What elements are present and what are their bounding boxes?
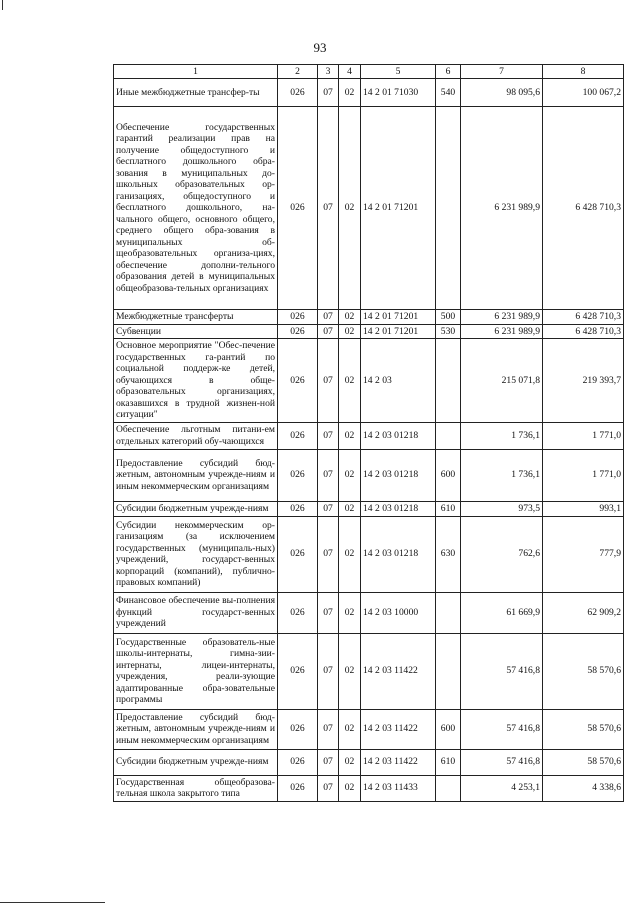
cell-amount-year1: 6 231 989,9 [461, 310, 543, 325]
row-name: Субсидии бюджетным учрежде-ниям [114, 749, 278, 775]
cell-target-article: 14 2 03 11433 [361, 775, 436, 801]
cell-target-article: 14 2 01 71201 [361, 107, 436, 310]
cell-ministry-code: 026 [278, 501, 318, 516]
table-row [114, 516, 624, 592]
cell-expense-type: 540 [436, 79, 461, 107]
cell-expense-type: 610 [436, 501, 461, 516]
cell-ministry-code: 026 [278, 339, 318, 423]
row-name: Субсидии бюджетным учрежде-ниям [114, 501, 278, 516]
cell-expense-type: 600 [436, 449, 461, 501]
table-row [114, 775, 624, 801]
cell-subsection: 02 [339, 516, 361, 592]
cell-expense-type: 600 [436, 709, 461, 749]
cell-amount-year2: 6 428 710,3 [543, 324, 624, 339]
cell-amount-year2: 62 909,2 [543, 592, 624, 633]
row-name: Предоставление субсидий бюд-жетным, автономным учрежде-ниям и иным некоммерческим организациям [114, 709, 278, 749]
cell-amount-year2: 1 771,0 [543, 422, 624, 449]
cell-target-article: 14 2 03 01218 [361, 449, 436, 501]
column-header: 7 [461, 65, 543, 79]
cell-amount-year1: 98 095,6 [461, 79, 543, 107]
table-row [114, 592, 624, 633]
cell-target-article: 14 2 03 11422 [361, 709, 436, 749]
cell-expense-type [436, 775, 461, 801]
cell-section: 07 [318, 324, 339, 339]
header-row [114, 65, 624, 79]
cell-subsection: 02 [339, 749, 361, 775]
cell-ministry-code: 026 [278, 79, 318, 107]
cell-ministry-code: 026 [278, 749, 318, 775]
cell-target-article: 14 2 03 01218 [361, 422, 436, 449]
table-row [114, 339, 624, 423]
cell-target-article: 14 2 03 01218 [361, 501, 436, 516]
cell-ministry-code: 026 [278, 310, 318, 325]
cell-ministry-code: 026 [278, 709, 318, 749]
column-header: 8 [543, 65, 624, 79]
left-edge-mark [2, 0, 3, 10]
row-name: Иные межбюджетные трансфер-ты [114, 79, 278, 107]
cell-ministry-code: 026 [278, 592, 318, 633]
cell-subsection: 02 [339, 775, 361, 801]
table-row [114, 324, 624, 339]
cell-subsection: 02 [339, 633, 361, 709]
cell-section: 07 [318, 422, 339, 449]
cell-ministry-code: 026 [278, 775, 318, 801]
cell-ministry-code: 026 [278, 516, 318, 592]
cell-amount-year1: 6 231 989,9 [461, 324, 543, 339]
cell-amount-year1: 61 669,9 [461, 592, 543, 633]
row-name: Межбюджетные трансферты [114, 310, 278, 325]
row-name: Субвенции [114, 324, 278, 339]
column-header: 1 [114, 65, 278, 79]
cell-section: 07 [318, 449, 339, 501]
cell-amount-year1: 57 416,8 [461, 709, 543, 749]
cell-target-article: 14 2 03 10000 [361, 592, 436, 633]
cell-amount-year2: 4 338,6 [543, 775, 624, 801]
cell-expense-type [436, 107, 461, 310]
cell-target-article: 14 2 01 71030 [361, 79, 436, 107]
cell-target-article: 14 2 03 11422 [361, 633, 436, 709]
cell-amount-year2: 6 428 710,3 [543, 107, 624, 310]
cell-expense-type: 500 [436, 310, 461, 325]
table-row [114, 449, 624, 501]
table-row [114, 633, 624, 709]
cell-amount-year2: 6 428 710,3 [543, 310, 624, 325]
cell-subsection: 02 [339, 339, 361, 423]
cell-expense-type [436, 422, 461, 449]
cell-subsection: 02 [339, 310, 361, 325]
row-name: Государственные образователь-ные школы-интернаты, гимна-зии-интернаты, лицеи-интернаты, учреждения, реали-зующие адаптированные обра-зовательные программы [114, 633, 278, 709]
cell-target-article: 14 2 01 71201 [361, 324, 436, 339]
cell-amount-year1: 1 736,1 [461, 422, 543, 449]
cell-amount-year2: 58 570,6 [543, 749, 624, 775]
cell-amount-year2: 993,1 [543, 501, 624, 516]
cell-expense-type: 610 [436, 749, 461, 775]
cell-subsection: 02 [339, 107, 361, 310]
cell-amount-year2: 1 771,0 [543, 449, 624, 501]
cell-amount-year1: 6 231 989,9 [461, 107, 543, 310]
cell-section: 07 [318, 749, 339, 775]
cell-amount-year1: 762,6 [461, 516, 543, 592]
cell-amount-year1: 57 416,8 [461, 749, 543, 775]
cell-amount-year1: 1 736,1 [461, 449, 543, 501]
table-row [114, 422, 624, 449]
cell-section: 07 [318, 516, 339, 592]
cell-subsection: 02 [339, 449, 361, 501]
table-row [114, 709, 624, 749]
column-header: 2 [278, 65, 318, 79]
cell-subsection: 02 [339, 324, 361, 339]
row-name: Финансовое обеспечение вы-полнения функций государст-венных учреждений [114, 592, 278, 633]
cell-subsection: 02 [339, 592, 361, 633]
cell-amount-year1: 973,5 [461, 501, 543, 516]
column-header: 6 [436, 65, 461, 79]
cell-expense-type [436, 339, 461, 423]
cell-subsection: 02 [339, 79, 361, 107]
cell-ministry-code: 026 [278, 422, 318, 449]
cell-expense-type: 530 [436, 324, 461, 339]
page-number: 93 [313, 40, 327, 55]
cell-section: 07 [318, 633, 339, 709]
table-row [114, 501, 624, 516]
cell-ministry-code: 026 [278, 449, 318, 501]
cell-amount-year2: 219 393,7 [543, 339, 624, 423]
cell-amount-year2: 100 067,2 [543, 79, 624, 107]
cell-amount-year1: 4 253,1 [461, 775, 543, 801]
cell-target-article: 14 2 03 [361, 339, 436, 423]
cell-amount-year1: 215 071,8 [461, 339, 543, 423]
cell-ministry-code: 026 [278, 107, 318, 310]
cell-section: 07 [318, 310, 339, 325]
cell-ministry-code: 026 [278, 324, 318, 339]
row-name: Предоставление субсидий бюд-жетным, автономным учрежде-ниям и иным некоммерческим организациям [114, 449, 278, 501]
bottom-rule [0, 902, 105, 903]
row-name: Обеспечение государственных гарантий реализации прав на получение общедоступного и бесплатного дошкольного обра-зования в муниципальных до-школьных образовательных ор-ганизациях, общедоступного и бесплатного дошкольного, на-чального общего, основного общего, среднего общего обра-зования в муниципальных об-щеобразовательных организа-циях, обеспечение дополни-тельного образования детей в муниципальных общеобразова-тельных организациях [114, 107, 278, 310]
cell-amount-year2: 777,9 [543, 516, 624, 592]
row-name: Субсидии некоммерческим ор-ганизациям (за исключением государственных (муниципаль-ных) учреждений, государст-венных корпораций (компаний), публично-правовых компаний) [114, 516, 278, 592]
cell-subsection: 02 [339, 501, 361, 516]
cell-target-article: 14 2 03 01218 [361, 516, 436, 592]
cell-target-article: 14 2 03 11422 [361, 749, 436, 775]
table-row [114, 107, 624, 310]
cell-section: 07 [318, 339, 339, 423]
budget-table [113, 64, 624, 802]
cell-section: 07 [318, 107, 339, 310]
cell-target-article: 14 2 01 71201 [361, 310, 436, 325]
cell-expense-type: 630 [436, 516, 461, 592]
cell-subsection: 02 [339, 709, 361, 749]
cell-subsection: 02 [339, 422, 361, 449]
cell-expense-type [436, 592, 461, 633]
cell-ministry-code: 026 [278, 633, 318, 709]
table-row [114, 79, 624, 107]
cell-section: 07 [318, 592, 339, 633]
row-name: Государственная общеобразова-тельная школа закрытого типа [114, 775, 278, 801]
column-header: 5 [361, 65, 436, 79]
cell-amount-year1: 57 416,8 [461, 633, 543, 709]
cell-section: 07 [318, 501, 339, 516]
column-header: 3 [318, 65, 339, 79]
column-header: 4 [339, 65, 361, 79]
cell-amount-year2: 58 570,6 [543, 709, 624, 749]
cell-section: 07 [318, 775, 339, 801]
cell-section: 07 [318, 79, 339, 107]
cell-section: 07 [318, 709, 339, 749]
cell-expense-type [436, 633, 461, 709]
row-name: Обеспечение льготным питани-ем отдельных категорий обу-чающихся [114, 422, 278, 449]
cell-amount-year2: 58 570,6 [543, 633, 624, 709]
table-row [114, 310, 624, 325]
row-name: Основное мероприятие "Обес-печение государственных га-рантий по социальной поддерж-ке детей, обучающихся в обще-образовательных организациях, оказавшихся в трудной жизнен-ной ситуации" [114, 339, 278, 423]
table-row [114, 749, 624, 775]
